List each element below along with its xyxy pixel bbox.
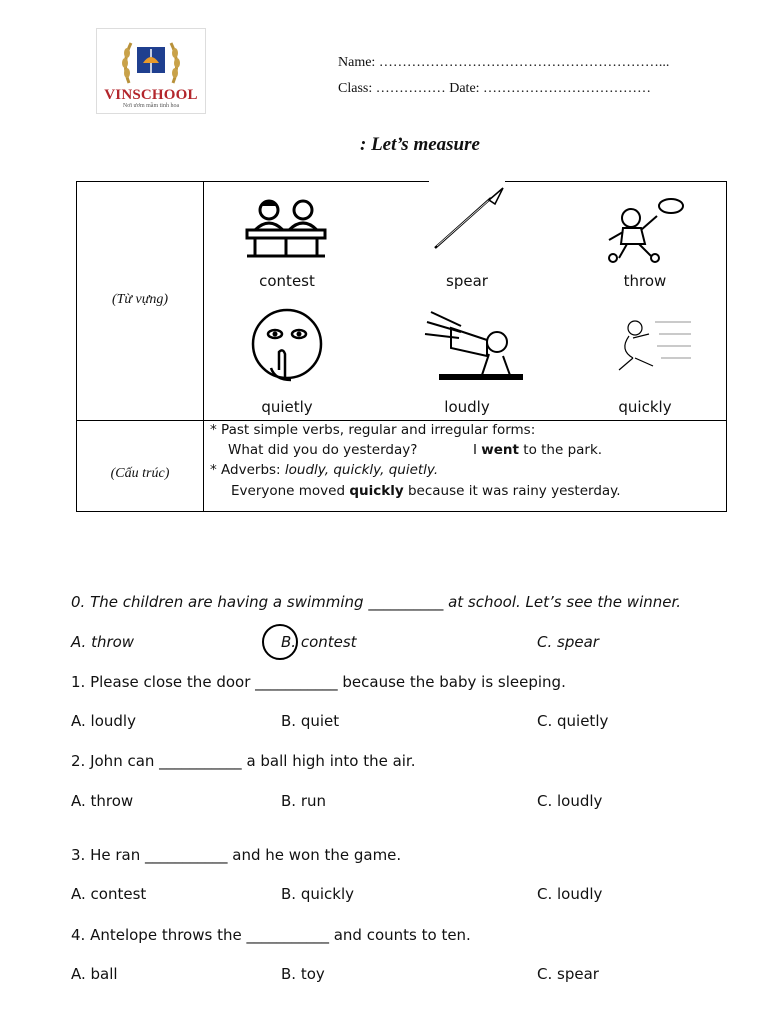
- question-3-option-a[interactable]: A. contest: [71, 885, 147, 903]
- question-1: 1. Please close the door ___________ because the baby is sleeping.: [71, 673, 566, 691]
- question-3-option-c[interactable]: C. loudly: [537, 885, 603, 903]
- question-1-option-a[interactable]: A. loudly: [71, 712, 136, 730]
- question-0-option-c[interactable]: C. spear: [537, 633, 599, 651]
- vocab-word-spear: spear: [446, 272, 488, 290]
- question-2: 2. John can ___________ a ball high into the air.: [71, 752, 416, 770]
- structure-line-1: * Past simple verbs, regular and irregular forms:: [210, 422, 536, 438]
- question-2-option-b[interactable]: B. run: [281, 792, 327, 810]
- question-0: 0. The children are having a swimming __________ at school. Let’s see the winner.: [71, 593, 682, 611]
- vocab-word-quickly: quickly: [618, 398, 672, 416]
- contest-icon: [241, 194, 331, 258]
- structure-line-2-answer: I went to the park.: [473, 442, 603, 458]
- vocab-structure-table: [76, 181, 727, 512]
- structure-label: (Cấu trúc): [110, 466, 170, 481]
- page-title: : Let’s measure: [360, 134, 480, 155]
- question-3: 3. He ran ___________ and he won the game.: [71, 846, 402, 864]
- structure-line-3: * Adverbs: loudly, quickly, quietly.: [210, 462, 439, 478]
- structure-line-4: Everyone moved quickly because it was rainy yesterday.: [231, 483, 621, 499]
- structure-line-2-question: What did you do yesterday?: [228, 442, 418, 458]
- question-4-option-a[interactable]: A. ball: [71, 965, 118, 983]
- quickly-icon: [599, 314, 693, 376]
- question-1-option-c[interactable]: C. quietly: [537, 712, 609, 730]
- brand-tagline: Nơi ươm mầm tinh hoa: [122, 103, 180, 109]
- spear-icon: [429, 186, 509, 252]
- laurel-book-icon: [119, 33, 183, 87]
- question-2-option-a[interactable]: A. throw: [71, 792, 134, 810]
- vocab-word-quietly: quietly: [261, 398, 313, 416]
- loudly-icon: [411, 304, 525, 384]
- throw-icon: [601, 194, 691, 264]
- class-date-field[interactable]: Class: …………… Date: ………………………………: [338, 81, 652, 96]
- question-4: 4. Antelope throws the ___________ and counts to ten.: [71, 926, 471, 944]
- question-3-option-b[interactable]: B. quickly: [281, 885, 355, 903]
- question-2-option-c[interactable]: C. loudly: [537, 792, 603, 810]
- question-4-option-c[interactable]: C. spear: [537, 965, 599, 983]
- vocab-word-throw: throw: [623, 272, 667, 290]
- brand-name: VINSCHOOL: [104, 87, 198, 103]
- vocab-word-contest: contest: [259, 272, 315, 290]
- vocab-word-loudly: loudly: [444, 398, 490, 416]
- question-0-option-b[interactable]: B. contest: [281, 633, 357, 651]
- question-0-option-a[interactable]: A. throw: [71, 633, 135, 651]
- name-field[interactable]: Name: ……………………………………………………...: [338, 55, 670, 70]
- question-4-option-b[interactable]: B. toy: [281, 965, 325, 983]
- vocab-label: (Từ vựng): [111, 292, 169, 307]
- quietly-icon: [245, 308, 329, 386]
- vinschool-logo: [96, 28, 206, 114]
- question-1-option-b[interactable]: B. quiet: [281, 712, 340, 730]
